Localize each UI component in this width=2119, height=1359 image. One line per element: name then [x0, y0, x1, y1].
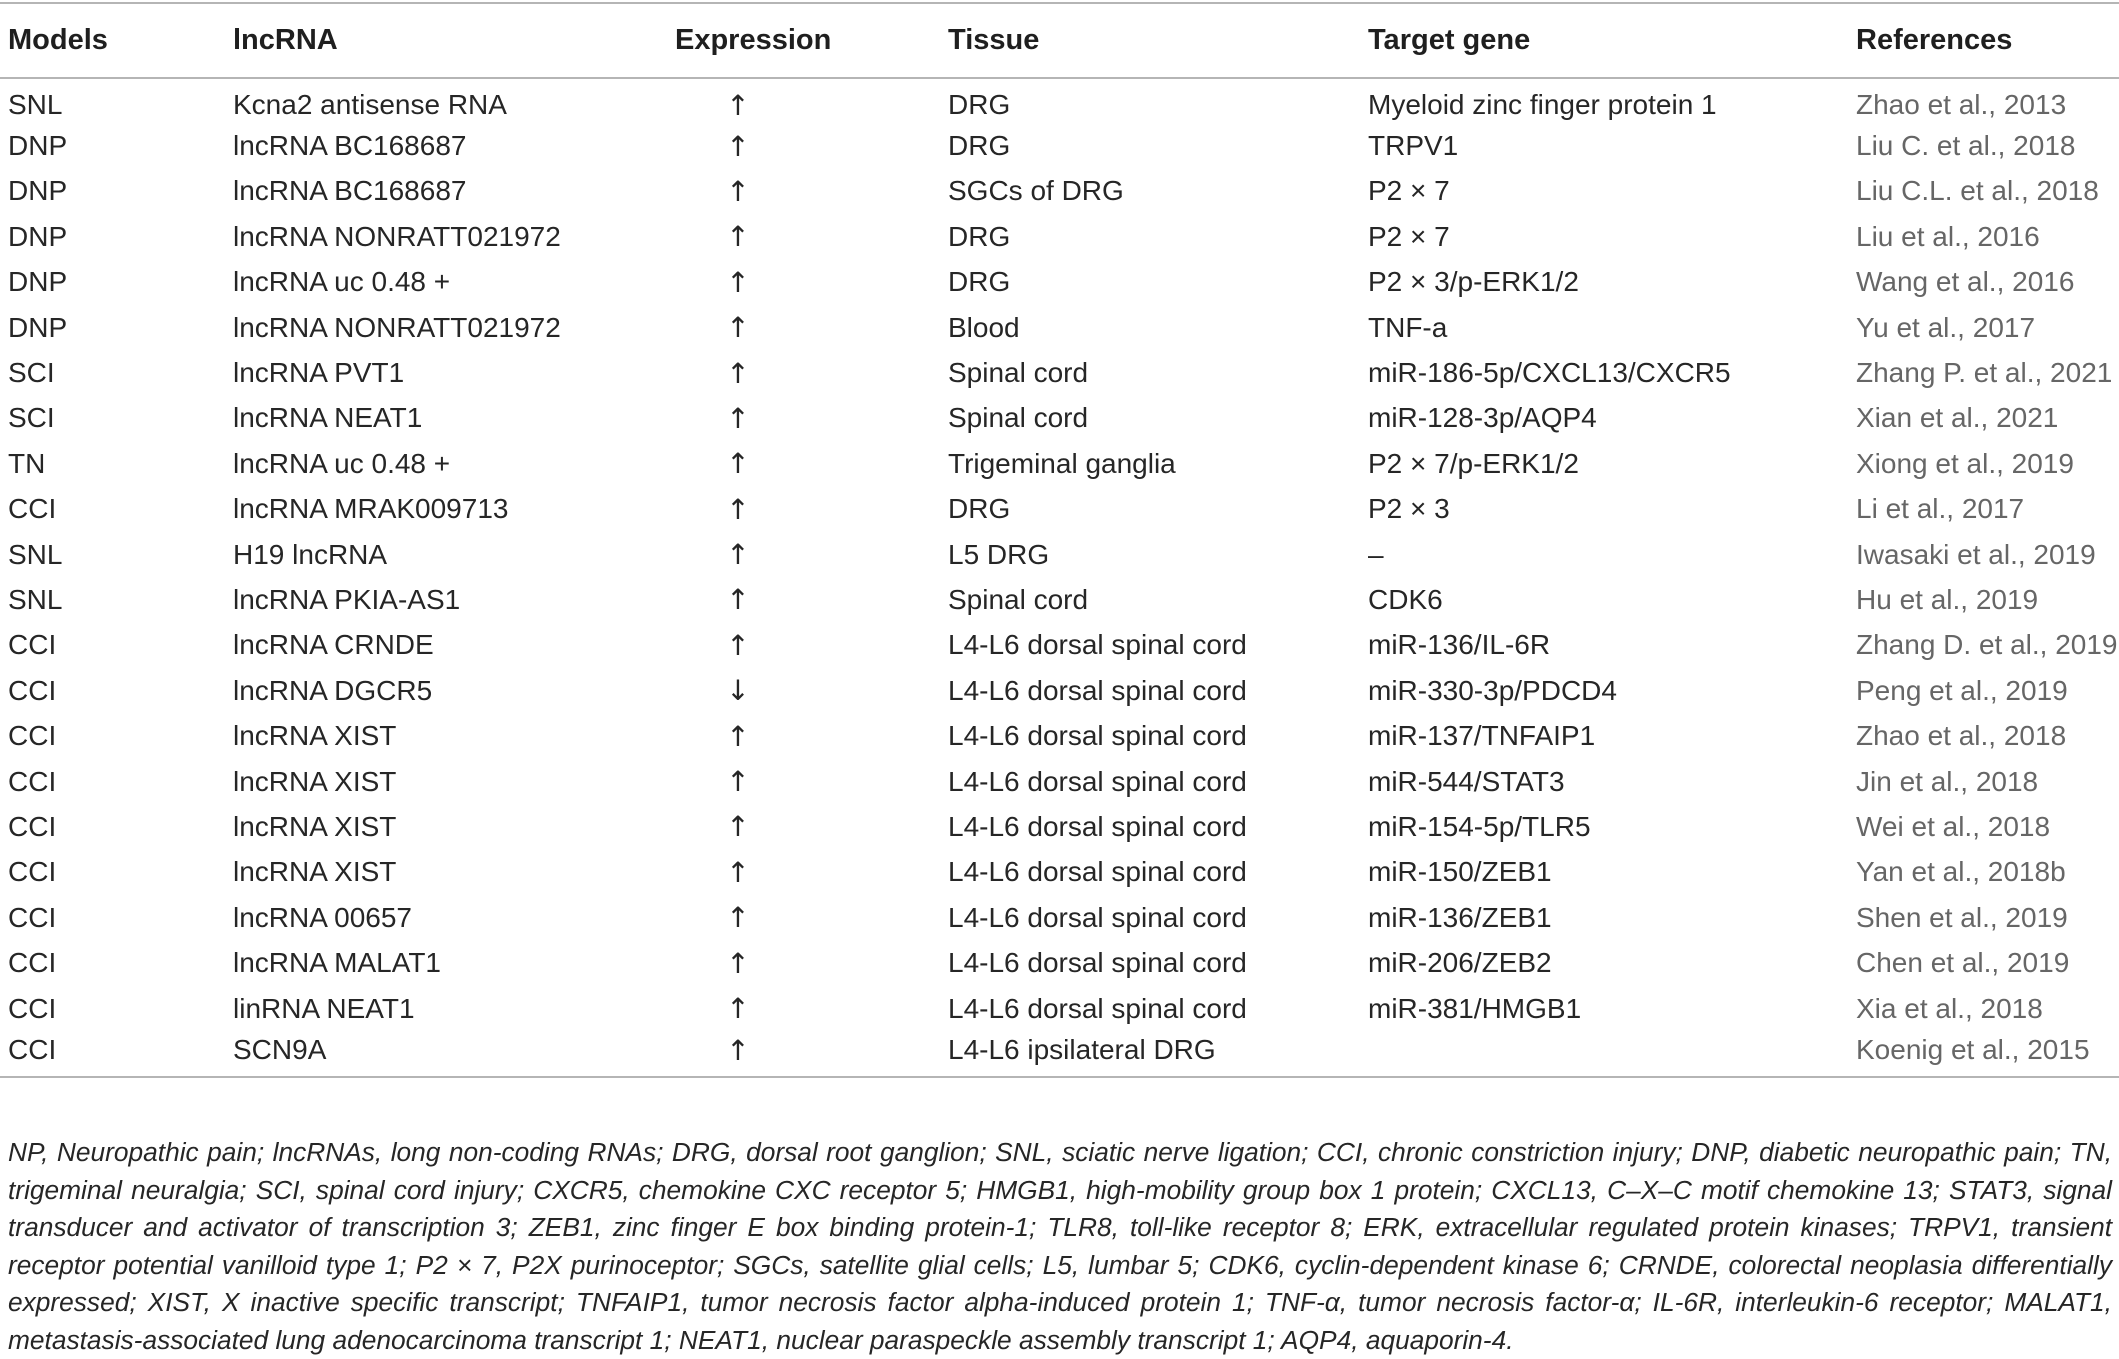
arrow-up-icon: ↑	[726, 311, 750, 345]
cell-target-gene: miR-154-5p/TLR5	[1368, 810, 1591, 842]
arrow-up-icon: ↑	[726, 88, 750, 122]
cell-references: Zhao et al., 2018	[1856, 720, 2067, 752]
cell-target-gene: CDK6	[1368, 583, 1443, 615]
cell-target-gene: miR-544/STAT3	[1368, 765, 1565, 797]
cell-tissue: L5 DRG	[948, 538, 1050, 570]
arrow-up-icon: ↑	[726, 901, 750, 935]
cell-references: Koenig et al., 2015	[1848, 1031, 2119, 1076]
arrow-down-icon: ↓	[726, 674, 750, 708]
cell-tissue: Spinal cord	[948, 357, 1089, 389]
cell-models: TN	[8, 447, 46, 479]
cell-target-gene: miR-206/ZEB2	[1368, 947, 1552, 979]
cell-references: Li et al., 2017	[1856, 493, 2025, 525]
cell-target-gene: miR-186-5p/CXCL13/CXCR5	[1368, 357, 1731, 389]
cell-expression	[667, 350, 940, 395]
arrow-up-icon: ↑	[726, 992, 750, 1025]
cell-tissue: L4-L6 dorsal spinal cord	[948, 765, 1247, 797]
table-row	[0, 804, 2119, 849]
cell-models: CCI	[8, 674, 57, 706]
arrow-up-icon: ↑	[726, 1033, 750, 1067]
cell-references: Yu et al., 2017	[1856, 311, 2036, 343]
cell-target-gene: P2 × 3/p-ERK1/2	[1368, 266, 1579, 298]
cell-models: CCI	[0, 1031, 225, 1076]
table-row	[0, 78, 2119, 123]
table-row	[0, 305, 2119, 350]
table-row	[0, 123, 2119, 168]
cell-tissue: Spinal cord	[948, 402, 1089, 434]
cell-tissue: L4-L6 dorsal spinal cord	[948, 947, 1247, 979]
header-row	[0, 3, 2119, 78]
cell-lncrna: lncRNA XIST	[233, 720, 397, 752]
cell-lncrna: lncRNA NEAT1	[233, 402, 423, 434]
cell-lncrna: lncRNA uc 0.48 +	[233, 447, 451, 479]
cell-target-gene: P2 × 7/p-ERK1/2	[1368, 447, 1579, 479]
cell-models: CCI	[8, 629, 57, 661]
cell-lncrna: H19 lncRNA	[233, 538, 388, 570]
cell-tissue: L4-L6 dorsal spinal cord	[948, 720, 1247, 752]
arrow-up-icon: ↑	[726, 265, 750, 299]
table-row	[0, 260, 2119, 305]
cell-expression	[667, 759, 940, 804]
cell-target-gene: miR-136/ZEB1	[1368, 901, 1552, 933]
cell-target-gene: miR-136/IL-6R	[1368, 629, 1551, 661]
cell-references: Shen et al., 2019	[1856, 901, 2068, 933]
cell-lncrna: linRNA NEAT1	[233, 992, 415, 1024]
table-row	[0, 441, 2119, 486]
cell-models: DNP	[8, 130, 68, 162]
table-row	[0, 940, 2119, 985]
arrow-up-icon: ↑	[726, 129, 750, 163]
cell-expression	[667, 305, 940, 350]
cell-lncrna: lncRNA NONRATT021972	[233, 311, 561, 343]
cell-references: Xiong et al., 2019	[1856, 447, 2074, 479]
cell-target-gene: Myeloid zinc finger protein 1	[1368, 89, 1717, 121]
cell-tissue: SGCs of DRG	[948, 175, 1124, 207]
cell-tissue: L4-L6 dorsal spinal cord	[948, 856, 1247, 888]
cell-tissue: L4-L6 ipsilateral DRG	[940, 1031, 1360, 1076]
cell-tissue: Blood	[948, 311, 1020, 343]
header-references: References	[1848, 3, 2119, 78]
cell-target-gene: miR-137/TNFAIP1	[1368, 720, 1596, 752]
cell-expression	[667, 986, 940, 1031]
cell-tissue: Trigeminal ganglia	[948, 447, 1176, 479]
cell-target-gene: P2 × 3	[1368, 493, 1450, 525]
cell-models: SCI	[8, 402, 55, 434]
cell-models: DNP	[8, 220, 68, 252]
header-tissue: Tissue	[940, 3, 1360, 78]
cell-tissue: DRG	[948, 130, 1011, 162]
cell-references: Wei et al., 2018	[1856, 810, 2051, 842]
cell-lncrna: lncRNA XIST	[233, 856, 397, 888]
header-lncrna: lncRNA	[225, 3, 667, 78]
cell-models: SCI	[8, 357, 55, 389]
cell-target-gene: miR-150/ZEB1	[1368, 856, 1552, 888]
cell-references: Zhang P. et al., 2021	[1856, 357, 2113, 389]
cell-lncrna: lncRNA uc 0.48 +	[233, 266, 451, 298]
cell-tissue: DRG	[948, 266, 1011, 298]
arrow-up-icon: ↑	[726, 855, 750, 889]
cell-target-gene: miR-330-3p/PDCD4	[1368, 674, 1617, 706]
cell-expression	[667, 532, 940, 577]
cell-target-gene: miR-381/HMGB1	[1368, 992, 1582, 1024]
cell-lncrna: lncRNA MALAT1	[233, 947, 441, 979]
arrow-up-icon: ↑	[726, 538, 750, 572]
cell-target-gene: P2 × 7	[1368, 220, 1450, 252]
cell-lncrna: Kcna2 antisense RNA	[233, 89, 507, 121]
cell-models: SNL	[8, 583, 63, 615]
cell-target-gene: TRPV1	[1368, 130, 1459, 162]
cell-tissue: L4-L6 dorsal spinal cord	[948, 901, 1247, 933]
cell-lncrna: lncRNA XIST	[233, 765, 397, 797]
cell-references: Peng et al., 2019	[1856, 674, 2068, 706]
table-body	[0, 78, 2119, 1077]
cell-lncrna: lncRNA XIST	[233, 810, 397, 842]
header-models: Models	[0, 3, 225, 78]
table-footnote: NP, Neuropathic pain; lncRNAs, long non-coding RNAs; DRG, dorsal root ganglion; SNL, sciatic nerve ligation; CCI, chronic constriction injury; DNP, diabetic neuropathic pain; TN, trigeminal neuralgia; SCI, spinal cord injury; CXCR5, chemokine CXC receptor 5; HMGB1, high-mobility group box 1 protein; CXCL13, C–X–C motif chemokine 13; STAT3, signal transducer and activator of transcription 3; ZEB1, zinc finger E box binding protein-1; TLR8, toll-like receptor 8; ERK, extracellular regulated protein kinases; TRPV1, transient receptor potential vanilloid type 1; P2 × 7, P2X purinoceptor; SGCs, satellite glial cells; L5, lumbar 5; CDK6, cyclin-dependent kinase 6; CRNDE, colorectal neoplasia differentially expressed; XIST, X inactive specific transcript; TNFAIP1, tumor necrosis factor alpha-induced protein 1; TNF-α, tumor necrosis factor-α; IL-6R, interleukin-6 receptor; MALAT1, metastasis-associated lung adenocarcinoma transcript 1; NEAT1, nuclear paraspeckle assembly transcript 1; AQP4, aquaporin-4.	[8, 1137, 2112, 1355]
table-row	[0, 350, 2119, 395]
table-row	[0, 577, 2119, 622]
arrow-up-icon: ↑	[726, 719, 750, 753]
cell-references: Liu C.L. et al., 2018	[1856, 175, 2099, 207]
cell-references: Chen et al., 2019	[1856, 947, 2070, 979]
table-row	[0, 759, 2119, 804]
cell-lncrna: lncRNA MRAK009713	[233, 493, 509, 525]
table-row	[0, 895, 2119, 940]
cell-models: SNL	[8, 89, 63, 121]
cell-references: Zhang D. et al., 2019	[1856, 629, 2118, 661]
table-row	[0, 623, 2119, 668]
cell-lncrna: lncRNA PKIA-AS1	[233, 583, 461, 615]
table-row	[0, 487, 2119, 532]
cell-lncrna: SCN9A	[225, 1031, 667, 1076]
table-row	[0, 986, 2119, 1031]
cell-references: Iwasaki et al., 2019	[1856, 538, 2096, 570]
table-row	[0, 713, 2119, 758]
cell-lncrna: lncRNA BC168687	[233, 175, 467, 207]
cell-expression	[667, 78, 940, 123]
arrow-up-icon: ↑	[726, 401, 750, 435]
arrow-up-icon: ↑	[726, 447, 750, 481]
cell-references: Zhao et al., 2013	[1856, 89, 2067, 121]
cell-expression	[667, 850, 940, 895]
cell-lncrna: lncRNA DGCR5	[233, 674, 433, 706]
cell-tissue: L4-L6 dorsal spinal cord	[948, 810, 1247, 842]
cell-expression	[667, 396, 940, 441]
header-target-gene: Target gene	[1360, 3, 1848, 78]
cell-lncrna: lncRNA BC168687	[233, 130, 467, 162]
cell-expression	[667, 668, 940, 713]
cell-target-gene: TNF-a	[1368, 311, 1448, 343]
cell-references: Hu et al., 2019	[1856, 583, 2039, 615]
table-row	[0, 1031, 2119, 1076]
header-expression: Expression	[667, 3, 940, 78]
cell-expression	[667, 895, 940, 940]
cell-models: CCI	[8, 493, 57, 525]
cell-tissue: L4-L6 dorsal spinal cord	[948, 992, 1247, 1024]
table-row	[0, 214, 2119, 259]
table-row	[0, 532, 2119, 577]
cell-tissue: DRG	[948, 493, 1011, 525]
cell-references: Xian et al., 2021	[1856, 402, 2059, 434]
table-row	[0, 668, 2119, 713]
arrow-up-icon: ↑	[726, 174, 750, 208]
cell-models: CCI	[8, 856, 57, 888]
arrow-up-icon: ↑	[726, 946, 750, 980]
cell-tissue: L4-L6 dorsal spinal cord	[948, 674, 1247, 706]
arrow-up-icon: ↑	[726, 810, 750, 844]
arrow-up-icon: ↑	[726, 628, 750, 662]
cell-models: DNP	[8, 175, 68, 207]
cell-expression	[667, 169, 940, 214]
cell-expression	[667, 214, 940, 259]
cell-tissue: Spinal cord	[948, 583, 1089, 615]
cell-models: CCI	[8, 947, 57, 979]
table-row	[0, 169, 2119, 214]
cell-models: CCI	[8, 810, 57, 842]
arrow-up-icon: ↑	[726, 583, 750, 617]
arrow-up-icon: ↑	[726, 356, 750, 390]
cell-models: DNP	[8, 311, 68, 343]
cell-target-gene: –	[1368, 538, 1384, 570]
cell-target-gene: miR-128-3p/AQP4	[1368, 402, 1597, 434]
arrow-up-icon: ↑	[726, 492, 750, 526]
cell-models: CCI	[8, 901, 57, 933]
cell-models: CCI	[8, 765, 57, 797]
cell-models: SNL	[8, 538, 63, 570]
cell-references: Liu C. et al., 2018	[1856, 130, 2076, 162]
cell-expression	[667, 441, 940, 486]
cell-lncrna: lncRNA CRNDE	[233, 629, 434, 661]
cell-models: CCI	[8, 720, 57, 752]
cell-expression	[667, 623, 940, 668]
cell-models: DNP	[8, 266, 68, 298]
cell-target-gene	[1360, 1031, 1848, 1076]
cell-expression	[667, 940, 940, 985]
cell-lncrna: lncRNA NONRATT021972	[233, 220, 561, 252]
cell-lncrna: lncRNA PVT1	[233, 357, 405, 389]
cell-tissue: L4-L6 dorsal spinal cord	[948, 629, 1247, 661]
table-row	[0, 396, 2119, 441]
cell-expression	[667, 260, 940, 305]
cell-expression	[667, 123, 940, 168]
arrow-up-icon: ↑	[726, 765, 750, 799]
cell-expression	[667, 713, 940, 758]
cell-tissue: DRG	[948, 220, 1011, 252]
cell-expression	[667, 577, 940, 622]
table-row	[0, 850, 2119, 895]
cell-expression	[667, 804, 940, 849]
cell-references: Wang et al., 2016	[1856, 266, 2075, 298]
lncrna-table	[0, 2, 2119, 1078]
cell-references: Xia et al., 2018	[1856, 992, 2043, 1024]
cell-references: Jin et al., 2018	[1856, 765, 2039, 797]
cell-expression	[667, 1031, 940, 1076]
cell-references: Yan et al., 2018b	[1856, 856, 2066, 888]
arrow-up-icon: ↑	[726, 220, 750, 254]
cell-models: CCI	[8, 992, 57, 1024]
cell-expression	[667, 487, 940, 532]
table-header	[0, 3, 2119, 78]
cell-target-gene: P2 × 7	[1368, 175, 1450, 207]
cell-references: Liu et al., 2016	[1856, 220, 2040, 252]
cell-tissue: DRG	[948, 89, 1011, 121]
cell-lncrna: lncRNA 00657	[233, 901, 413, 933]
